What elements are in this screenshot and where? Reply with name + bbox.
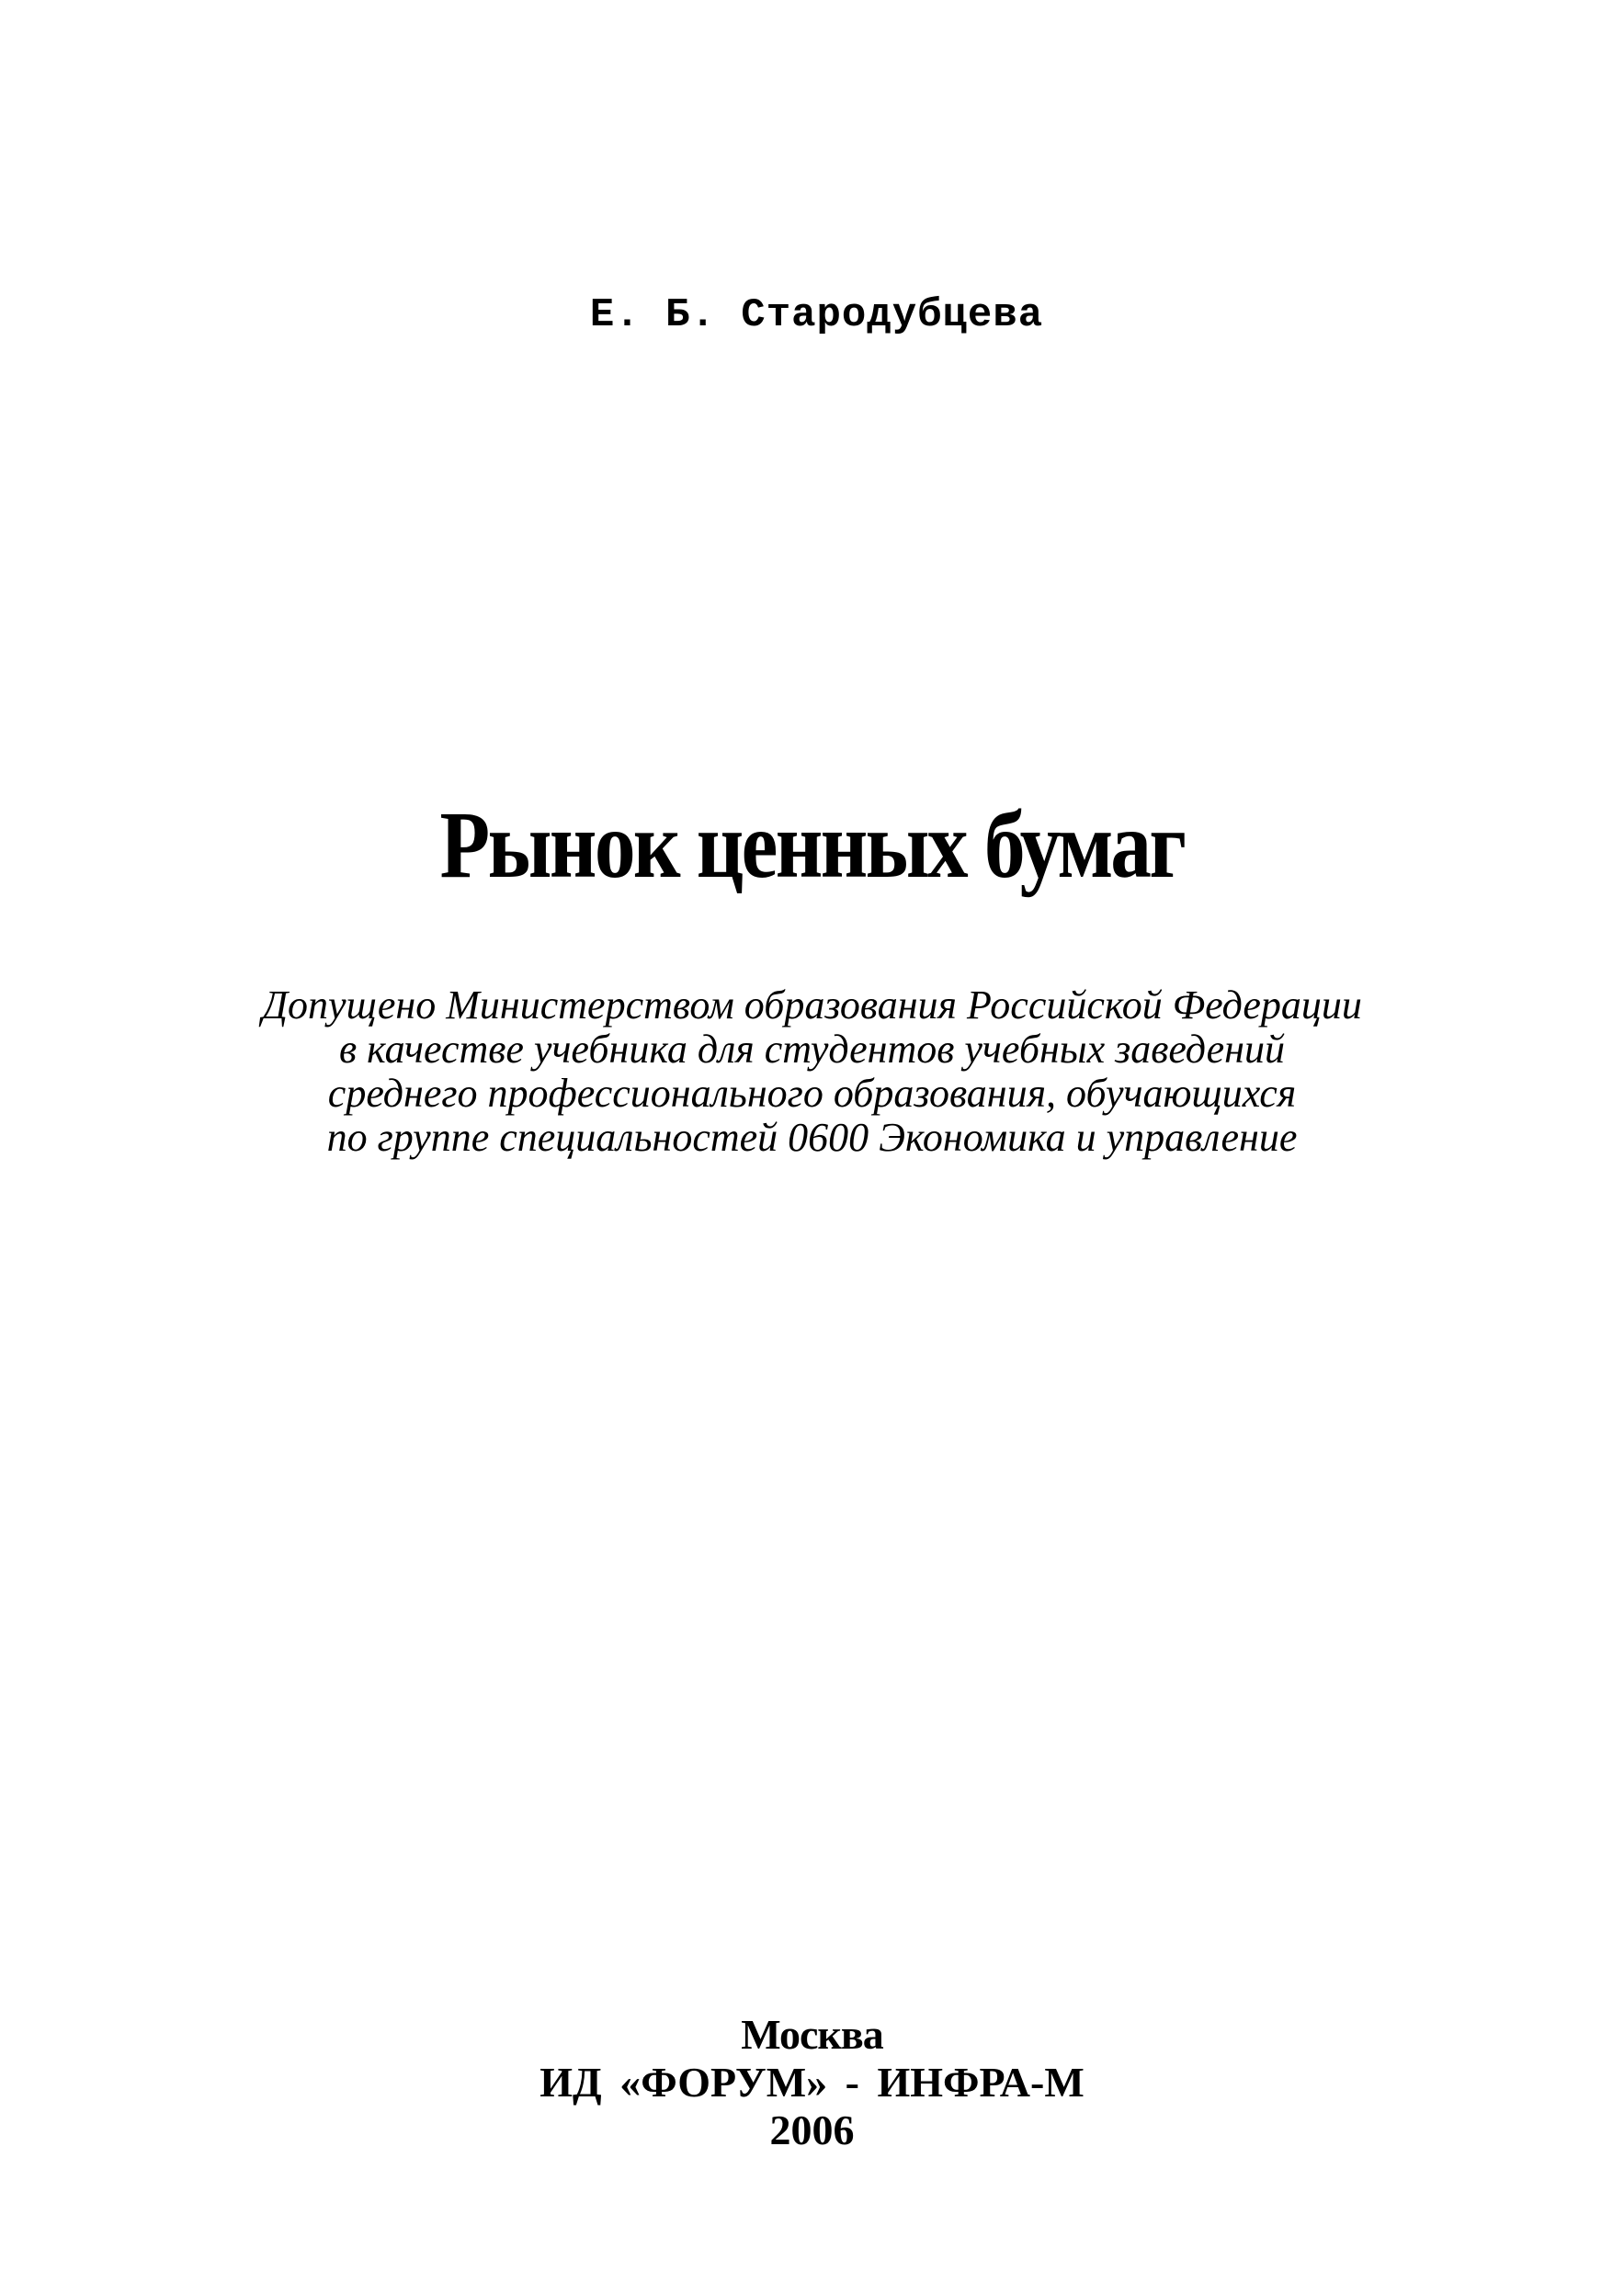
book-title: Рынок ценных бумаг	[439, 792, 1185, 898]
approval-line: Допущено Министерством образования Российской Федерации	[262, 982, 1362, 1028]
author-name: Е. Б. Стародубцева	[589, 292, 1044, 338]
approval-line: по группе специальностей 0600 Экономика и управление	[326, 1115, 1298, 1160]
publication-city: Москва	[741, 2011, 883, 2058]
approval-line: среднего профессионального образования, обучающихся	[327, 1071, 1297, 1116]
imprint	[0, 2011, 1624, 2154]
publisher-name: ИД «ФОРУМ» - ИНФРА-М	[539, 2059, 1085, 2106]
approval-statement	[0, 983, 1624, 1160]
publication-year: 2006	[769, 2107, 855, 2153]
approval-line: в качестве учебника для студентов учебных заведений	[339, 1027, 1285, 1072]
